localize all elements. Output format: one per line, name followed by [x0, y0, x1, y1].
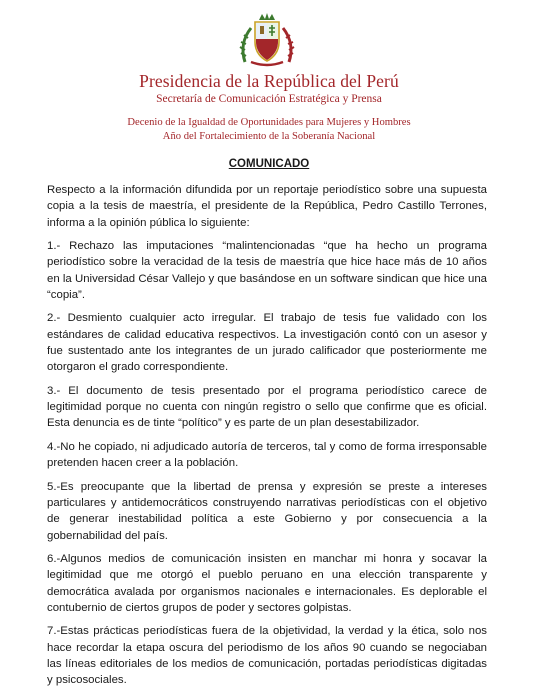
- decade-motto: Decenio de la Igualdad de Oportunidades para Mujeres y Hombres: [127, 117, 411, 128]
- institution-title: Presidencia de la República del Perú: [139, 71, 399, 91]
- document-title: COMUNICADO: [228, 158, 310, 170]
- document-body: [47, 182, 487, 696]
- paragraph-1: 1.- Rechazo las imputaciones “malintencionadas “que ha hecho un programa periodístico sobre la veracidad de la tesis de maestría que hice hace más de 10 años en la Universidad César Vallejo y que basándose en un software sindican que hice una “copia”.: [47, 240, 487, 301]
- paragraph-4: 4.-No he copiado, ni adjudicado autoría de terceros, tal y como de forma irresponsable pretenden hacen creer a la población.: [47, 440, 487, 470]
- paragraph-5: 5.-Es preocupante que la libertad de prensa y expresión se preste a intereses particulares y antidemocráticos construyendo narrativas periodísticas con el objetivo de generar inestabilidad política a este Gobierno y por consecuencia a la gobernabilidad del país.: [47, 480, 487, 542]
- year-motto: Año del Fortalecimiento de la Soberanía Nacional: [162, 131, 376, 142]
- letterhead: [0, 70, 538, 144]
- paragraph-6: 6.-Algunos medios de comunicación insisten en manchar mi honra y socavar la legitimidad que me otorgó el pueblo peruano en una elección transparente y democrática avalada por organismos nacionales e internacionales. Es deplorable el contubernio de ciertos grupos de poder y sectores golpistas.: [47, 553, 487, 614]
- paragraph-intro: Respecto a la información difundida por un reportaje periodístico sobre una supuesta copia a la tesis de maestría, el presidente de la República, Pedro Castillo Terrones, informa a la opinión pública lo siguiente:: [47, 184, 487, 229]
- paragraph-3: 3.- El documento de tesis presentado por el programa periodístico carece de legitimidad porque no cuenta con ningún registro o sello que confirme que es oficial. Esta denuncia es de tinte “político” y es parte de un plan desestabilizador.: [47, 384, 487, 430]
- paragraph-7: 7.-Estas prácticas periodísticas fuera de la objetividad, la verdad y la ética, solo nos hace recordar la etapa oscura del periodismo de los años 90 cuando se negociaban las líneas editoriales de los medios de comunicación, portadas periodísticas digitadas y psicosociales.: [47, 625, 487, 687]
- paragraph-2: 2.- Desmiento cualquier acto irregular. El trabajo de tesis fue validado con los estándares de calidad educativa respectivos. La investigación contó con un asesor y fue sustentado ante los integrantes de un jurado calificador que posteriormente me otorgaron el grado correspondiente.: [47, 312, 487, 374]
- institution-subtitle: Secretaría de Comunicación Estratégica y Prensa: [156, 93, 382, 105]
- peru-coat-of-arms-icon: [237, 12, 297, 68]
